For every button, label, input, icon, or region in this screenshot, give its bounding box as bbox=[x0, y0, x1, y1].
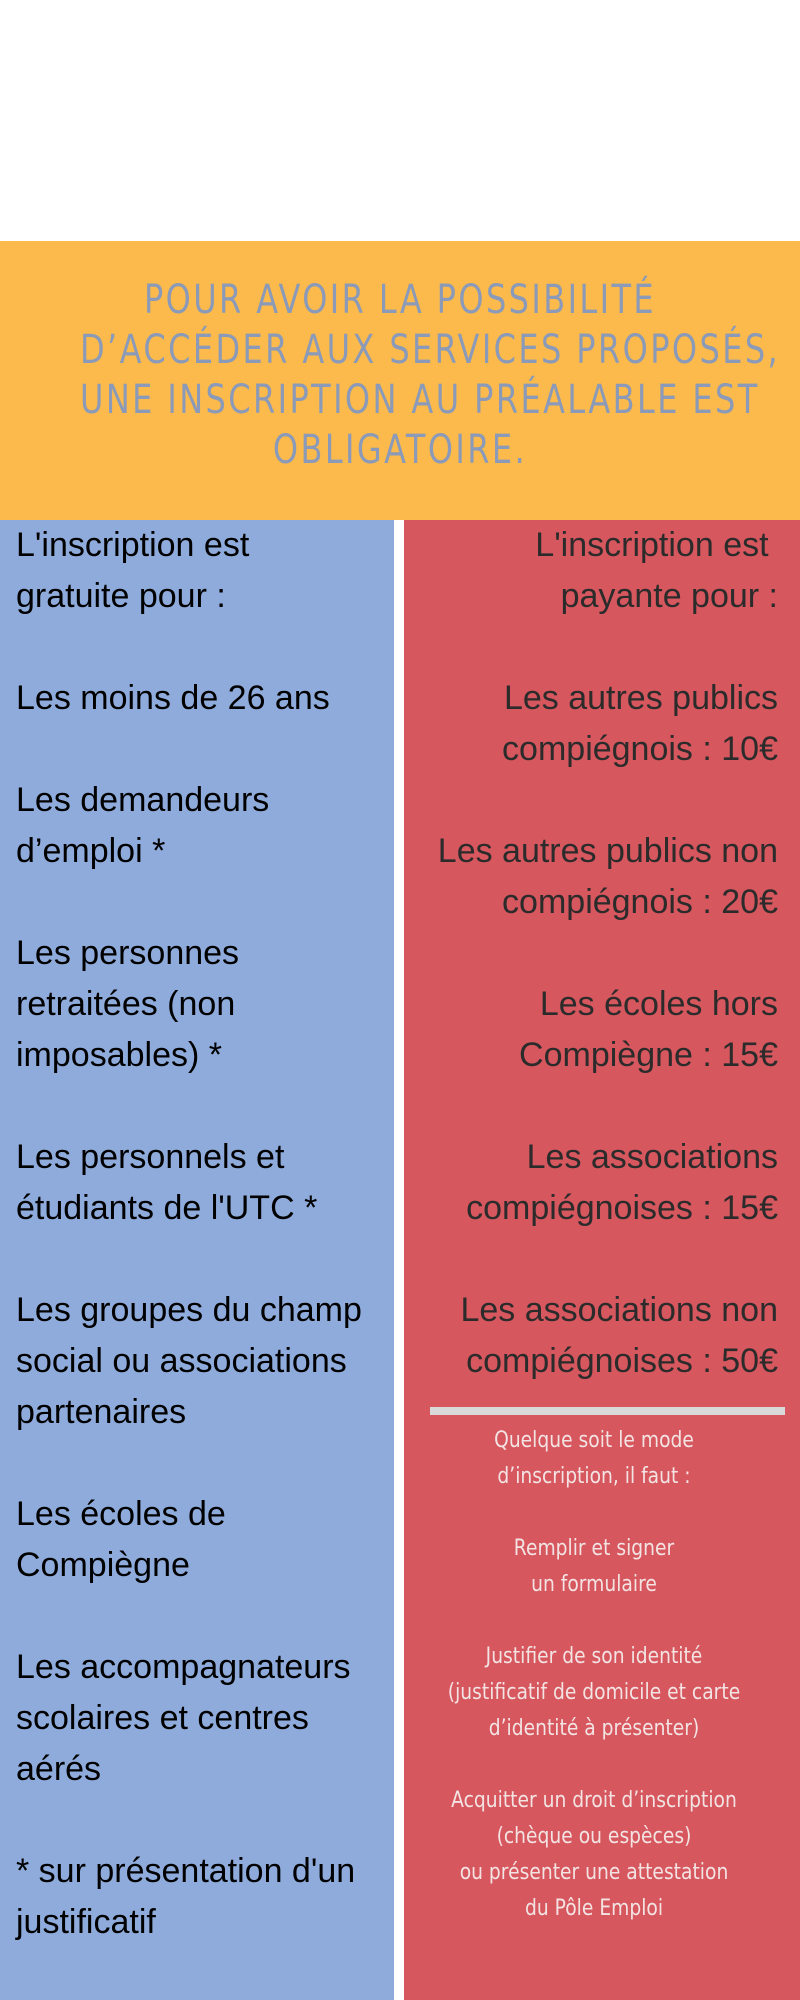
free-footnote: * sur présentation d'un bbox=[16, 1852, 356, 1890]
requirement-step: un formulaire bbox=[531, 1572, 657, 1597]
paid-registration-list bbox=[404, 520, 778, 1387]
paid-item: Les autres publics bbox=[503, 679, 778, 717]
requirement-step: Justifier de son identité bbox=[485, 1644, 703, 1669]
requirement-step: du Pôle Emploi bbox=[524, 1896, 664, 1921]
free-footnote: justificatif bbox=[16, 1903, 156, 1941]
free-item: Les groupes du champ bbox=[16, 1291, 362, 1329]
free-item: social ou associations bbox=[16, 1342, 347, 1380]
free-item: Compiègne bbox=[16, 1546, 190, 1584]
free-item: Les personnels et bbox=[16, 1138, 285, 1176]
free-item: Les personnes bbox=[16, 934, 240, 972]
requirements-intro: Quelque soit le mode bbox=[494, 1428, 694, 1453]
free-item: d’emploi * bbox=[16, 832, 166, 870]
requirement-step: Acquitter un droit d’inscription bbox=[451, 1788, 737, 1813]
free-item: retraitées (non bbox=[16, 985, 236, 1023]
free-item: Les demandeurs bbox=[16, 781, 270, 819]
free-item: aérés bbox=[16, 1750, 102, 1788]
free-heading: gratuite pour : bbox=[16, 577, 226, 615]
requirement-step: Remplir et signer bbox=[513, 1536, 675, 1561]
requirement-step: ou présenter une attestation bbox=[459, 1860, 729, 1885]
free-item: étudiants de l'UTC * bbox=[16, 1189, 318, 1227]
free-heading: L'inscription est bbox=[16, 526, 250, 564]
paid-item: Les associations bbox=[526, 1138, 778, 1176]
paid-item: compiégnoises : 50€ bbox=[466, 1342, 778, 1380]
paid-item: Les écoles hors bbox=[539, 985, 778, 1023]
paid-item: compiégnois : 10€ bbox=[502, 730, 778, 768]
paid-item: compiégnoises : 15€ bbox=[466, 1189, 778, 1227]
free-item: Les accompagnateurs bbox=[16, 1648, 351, 1686]
free-item: partenaires bbox=[16, 1393, 187, 1431]
free-item: scolaires et centres bbox=[16, 1699, 309, 1737]
banner-title-line: OBLIGATOIRE. bbox=[272, 427, 528, 473]
free-item: imposables) * bbox=[16, 1036, 222, 1074]
banner-title-line: UNE INSCRIPTION AU PRÉALABLE EST bbox=[80, 377, 760, 423]
paid-item: compiégnois : 20€ bbox=[502, 883, 778, 921]
free-registration-list bbox=[16, 520, 396, 1948]
requirements-intro: d’inscription, il faut : bbox=[497, 1464, 691, 1489]
paid-item: Compiègne : 15€ bbox=[519, 1036, 778, 1074]
free-item: Les moins de 26 ans bbox=[16, 679, 330, 717]
banner-title-line: D’ACCÉDER AUX SERVICES PROPOSÉS, bbox=[80, 327, 781, 373]
registration-requirements bbox=[404, 1423, 784, 1927]
free-item: Les écoles de bbox=[16, 1495, 226, 1533]
paid-heading: L'inscription est bbox=[535, 526, 778, 564]
section-divider bbox=[430, 1407, 785, 1415]
registration-banner bbox=[0, 241, 800, 520]
requirement-step: (chèque ou espèces) bbox=[496, 1824, 692, 1849]
paid-heading: payante pour : bbox=[560, 577, 778, 615]
banner-title-line: POUR AVOIR LA POSSIBILITÉ bbox=[143, 277, 657, 323]
requirement-step: (justificatif de domicile et carte bbox=[447, 1680, 741, 1705]
paid-item: Les autres publics non bbox=[437, 832, 778, 870]
requirement-step: d’identité à présenter) bbox=[488, 1716, 700, 1741]
paid-item: Les associations non bbox=[460, 1291, 778, 1329]
